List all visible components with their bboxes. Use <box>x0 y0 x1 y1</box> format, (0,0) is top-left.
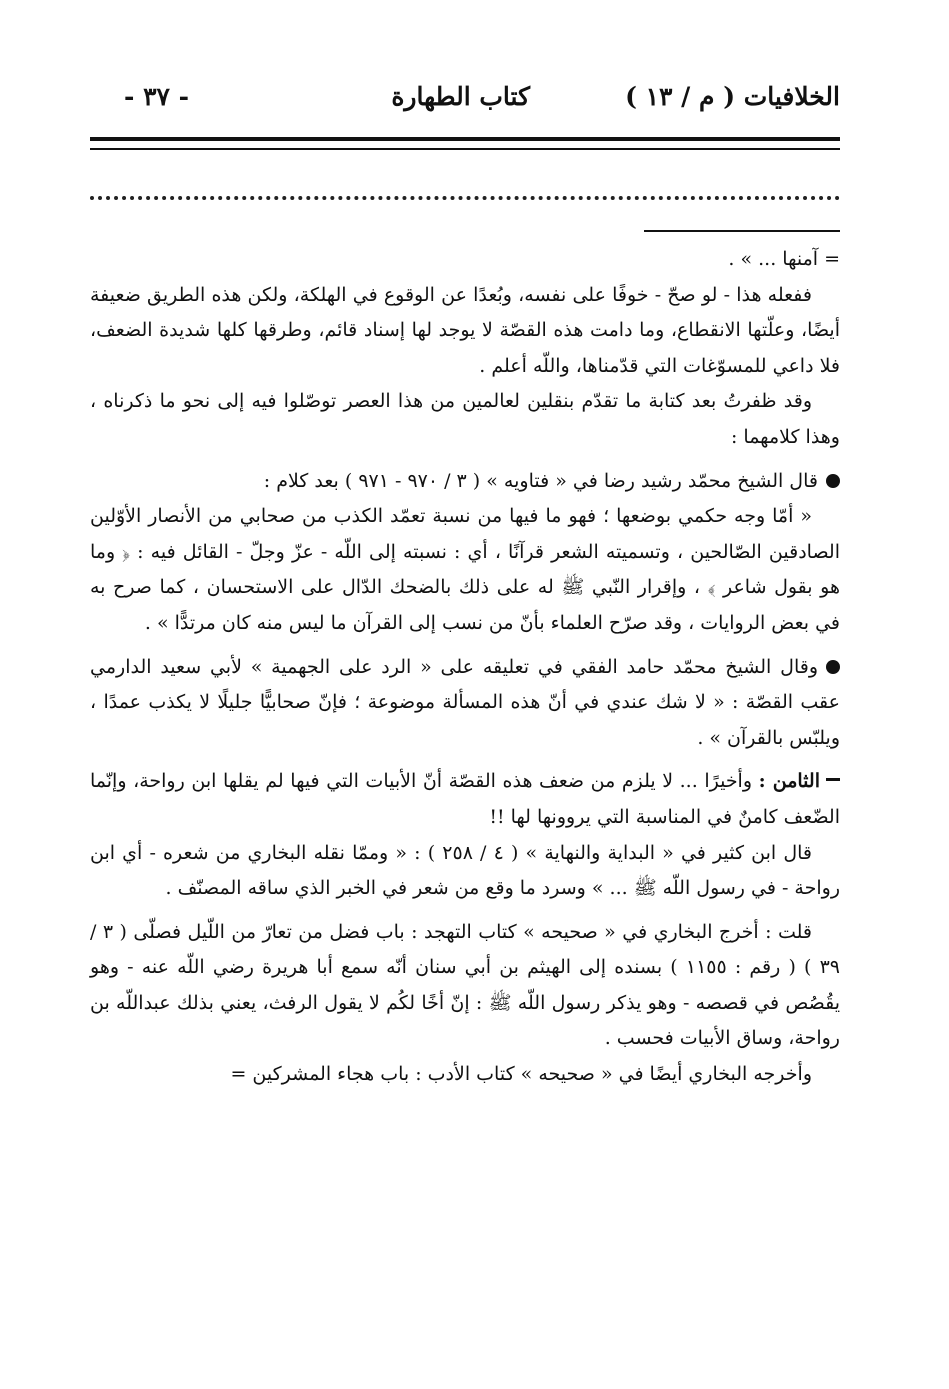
paragraph-text: وقال الشيخ محمّد حامد الفقي في تعليقه على « الرد على الجهمية » لأبي سعيد الدارمي عقب القصّة : « لا شك عندي في أنّ هذه المسألة موضوعة ؛ فإنّ صحابيًّا جليلًا لا يكذب عمدًا ، ويلبّس بالقرآن » . <box>90 655 840 749</box>
running-header <box>90 72 840 128</box>
header-rule-thin <box>90 148 840 150</box>
paragraph: قال ابن كثير في « البداية والنهاية » ( ٤ / ٢٥٨ ) : « وممّا نقله البخاري من شعره - أي ابن رواحة - في رسول اللّه ﷺ ... » وسرد ما وقع من شعر في الخبر الذي ساقه المصنّف . <box>90 841 840 900</box>
dash-icon <box>826 778 840 781</box>
header-book-title: الخلافيات ( م / ١٣ ) <box>625 82 840 111</box>
paragraph: ففعله هذا - لو صحّ - خوفًا على نفسه، وبُعدًا عن الوقوع في الهلكة، ولكن هذه الطريق ضعيفة أيضًا، وعلّتها الانقطاع، وما دامت هذه القصّة لا يوجد لها إسناد قائم، وطرقها كلها شديدة الضعف، فلا داعي للمسوّغات التي قدّمناها، واللّه أعلم . <box>90 283 840 377</box>
footnote-rule <box>644 230 840 232</box>
body-text <box>90 242 840 1093</box>
paragraph-text: وأخيرًا ... لا يلزم من ضعف هذه القصّة أنّ الأبيات التي فيها لم يقلها ابن رواحة، وإنّما الضّعف كامنٌ في المناسبة التي يروونها لها !! <box>90 770 840 828</box>
dotted-separator <box>90 196 840 200</box>
bullet-icon <box>826 660 840 674</box>
header-chapter-title: كتاب الطهارة <box>391 82 530 111</box>
bulleted-paragraph <box>90 464 840 500</box>
header-rule-thick <box>90 137 840 141</box>
paragraph: وقد ظفرتُ بعد كتابة ما تقدّم بنقلين لعالمين من هذا العصر توصّلوا فيه إلى نحو ما ذكرناه ، وهذا كلامهما : <box>90 390 840 448</box>
bulleted-paragraph <box>90 650 840 757</box>
section-lead: الثامن : <box>758 770 820 793</box>
paragraph: = آمنها ... » . <box>728 248 840 270</box>
quote-paragraph: « أمّا وجه حكمي بوضعها ؛ فهو ما فيها من نسبة تعمّد الكذب من صحابي من الأنصار الأوّلين الصادقين الصّالحين ، وتسميته الشعر قرآنًا ، أي : نسبته إلى اللّه - عزّ وجلّ - القائل فيه : ﴿ وما هو بقول شاعر ﴾ ، وإقرار النّبي ﷺ له على ذلك بالضحك الدّال على الاستحسان ، كما صرح به في بعض الروايات ، وقد صرّح العلماء بأنّ من نسب إلى القرآن ما ليس منه كان مرتدًّا » . <box>90 505 840 634</box>
paragraph: قلت : أخرج البخاري في « صحيحه » كتاب التهجد : باب فضل من تعارّ من اللّيل فصلّى ( ٣ / ٣٩ ) ( رقم : ١١٥٥ ) بسنده إلى الهيثم بن أبي سنان أنّه سمع أبا هريرة رضي اللّه عنه - وهو يقُصُص في قصصه - وهو يذكر رسول اللّه ﷺ : إنّ أخًا لكُم لا يقول الرفث، يعني بذلك عبداللّه بن رواحة، وساق الأبيات فحسب . <box>90 920 840 1050</box>
bullet-icon <box>826 474 840 488</box>
paragraph: وأخرجه البخاري أيضًا في « صحيحه » كتاب الأدب : باب هجاء المشركين = <box>230 1063 812 1086</box>
paragraph-text: قال الشيخ محمّد رشيد رضا في « فتاويه » ( ٣ / ٩٧٠ - ٩٧١ ) بعد كلام : <box>263 469 818 492</box>
page-number: - ٣٧ - <box>124 82 190 111</box>
page <box>90 0 840 1389</box>
section-paragraph <box>90 764 840 835</box>
